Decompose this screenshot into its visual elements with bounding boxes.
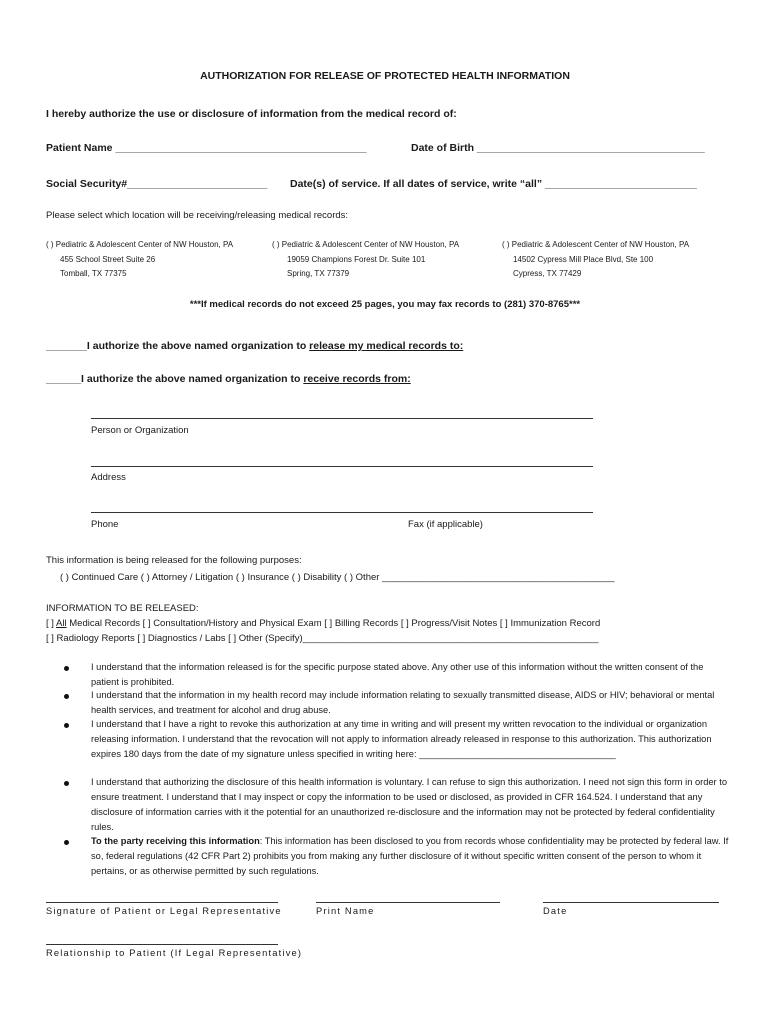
- patient-signature-line[interactable]: [46, 902, 278, 903]
- relationship-line[interactable]: [46, 944, 278, 945]
- purposes-prompt: This information is being released for the following purposes:: [46, 555, 302, 566]
- statement-specific-purpose: I understand that the information released is for the specific purpose stated above. Any other use of this information without the written consent of the patient is prohibited.: [91, 662, 704, 687]
- receive-link-text: receive records from:: [303, 373, 411, 385]
- fax-note: ***If medical records do not exceed 25 pages, you may fax records to (281) 370-8765***: [189, 299, 581, 310]
- release-link-text: release my medical records to:: [309, 340, 464, 352]
- location-city: Spring, TX 77379: [287, 269, 350, 278]
- address-line[interactable]: [91, 466, 593, 467]
- receive-option[interactable]: [46, 373, 411, 385]
- receiving-party-text: : This information has been disclosed to you from records whose confidentiality may be protected by federal law. If so, federal regulations (42 CFR Part 2) prohibits you from making any further disclosure of it without specific written consent of the person to whom it pertains, or as otherwise permitted by such regulations.: [91, 836, 729, 876]
- release-option[interactable]: [46, 340, 463, 352]
- statement-bullet-icon: [64, 840, 69, 845]
- record-types[interactable]: Medical Records [ ] Consultation/History and Physical Exam [ ] Billing Records [ ] Progress/Visit Notes [ ] Immunization Record: [66, 618, 601, 629]
- location-name[interactable]: ( ) Pediatric & Adolescent Center of NW Houston, PA: [272, 240, 460, 249]
- release-blank[interactable]: _______: [46, 340, 87, 352]
- location-street: 14502 Cypress Mill Place Blvd, Ste 100: [513, 255, 654, 264]
- ssn-field[interactable]: Social Security#________________________: [46, 178, 268, 190]
- person-line[interactable]: [91, 418, 593, 419]
- receive-text: I authorize the above named organization to: [81, 373, 304, 385]
- phone-label: Phone: [91, 519, 119, 530]
- location-city: Tomball, TX 77375: [60, 269, 127, 278]
- location-name[interactable]: ( ) Pediatric & Adolescent Center of NW Houston, PA: [46, 240, 234, 249]
- receive-blank[interactable]: ______: [46, 373, 82, 385]
- address-label: Address: [91, 472, 126, 483]
- location-prompt: Please select which location will be receiving/releasing medical records:: [46, 210, 349, 221]
- date-label: Date: [543, 906, 568, 916]
- statement-bullet-icon: [64, 666, 69, 671]
- receiving-party-label: To the party receiving this information: [91, 836, 260, 846]
- info-released-line1[interactable]: [46, 618, 600, 629]
- fax-label: Fax (if applicable): [408, 519, 483, 530]
- purposes-options[interactable]: ( ) Continued Care ( ) Attorney / Litigation ( ) Insurance ( ) Disability ( ) Other ____________________________________________: [60, 572, 615, 583]
- intro-text: I hereby authorize the use or disclosure of information from the medical record of:: [46, 108, 457, 120]
- info-released-line2[interactable]: [ ] Radiology Reports [ ] Diagnostics / Labs [ ] Other (Specify)________________________________________________________: [46, 633, 599, 644]
- print-name-label: Print Name: [316, 906, 375, 916]
- statement-bullet-icon: [64, 781, 69, 786]
- dob-field[interactable]: Date of Birth _______________________________________: [411, 142, 705, 154]
- date-line[interactable]: [543, 902, 719, 903]
- dates-of-service-field[interactable]: Date(s) of service. If all dates of service, write “all” __________________________: [290, 178, 697, 190]
- location-name[interactable]: ( ) Pediatric & Adolescent Center of NW Houston, PA: [502, 240, 690, 249]
- relationship-label: Relationship to Patient (If Legal Representative): [46, 948, 303, 958]
- print-name-line[interactable]: [316, 902, 500, 903]
- statement-bullet-icon: [64, 694, 69, 699]
- all-checkbox[interactable]: [ ]: [46, 618, 57, 629]
- form-title: AUTHORIZATION FOR RELEASE OF PROTECTED HEALTH INFORMATION: [200, 70, 570, 82]
- patient-signature-label: Signature of Patient or Legal Representative: [46, 906, 282, 916]
- location-street: 19059 Champions Forest Dr. Suite 101: [287, 255, 426, 264]
- location-city: Cypress, TX 77429: [513, 269, 582, 278]
- statement-receiving-party: [91, 834, 731, 879]
- statement-revoke: I understand that I have a right to revoke this authorization at any time in writing and will present my written revocation to the individual or organization releasing information. I understand that the revocation will not apply to information already released in response to this authorization. This authorization expires 180 days from the date of my signature unless specified in writing here: ______________________________________: [91, 719, 712, 759]
- person-label: Person or Organization: [91, 425, 189, 436]
- phone-fax-line[interactable]: [91, 512, 593, 513]
- patient-name-field[interactable]: Patient Name ___________________________________________: [46, 142, 367, 154]
- release-text: I authorize the above named organization to: [86, 340, 310, 352]
- statement-bullet-icon: [64, 723, 69, 728]
- statement-voluntary: I understand that authorizing the disclosure of this health information is voluntary. I can refuse to sign this authorization. I need not sign this form in order to ensure treatment. I understand that I may inspect or copy the information to be used or disclosed, as provided in CFR 164.524. I understand that any disclosure of information carries with it the potential for an unauthorized re-disclosure and the information may not be protected by federal confidentiality rules.: [91, 777, 727, 832]
- all-label: All: [56, 618, 67, 629]
- info-released-heading: INFORMATION TO BE RELEASED:: [46, 603, 199, 614]
- statement-health-record: I understand that the information in my health record may include information relating to sexually transmitted disease, AIDS or HIV; behavioral or mental health services, and treatment for alcohol and drug abuse.: [91, 690, 715, 715]
- location-street: 455 School Street Suite 26: [60, 255, 156, 264]
